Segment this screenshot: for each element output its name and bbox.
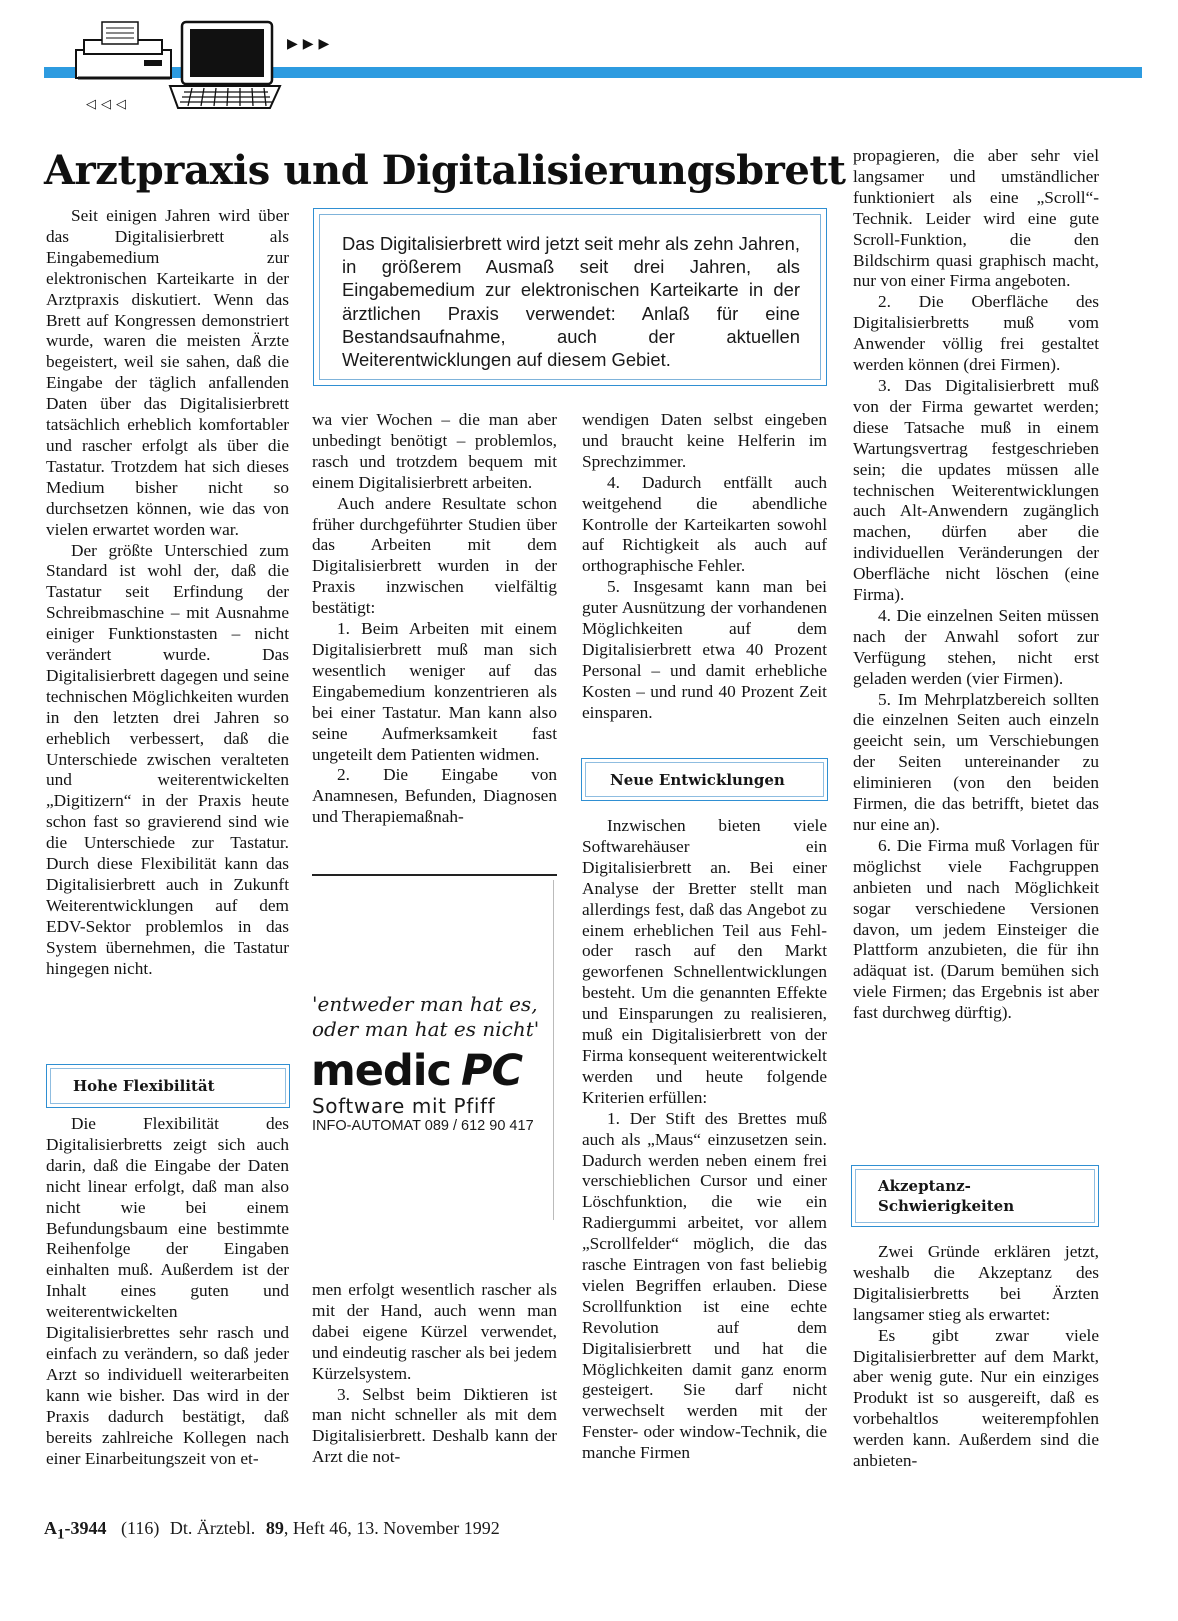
- article-title: Arztpraxis und Digitalisierungsbrett: [44, 147, 846, 194]
- subheading-akzeptanz: [878, 1176, 1014, 1216]
- paragraph: 3. Das Digitalisierbrett muß von der Firma gewartet werden; diese Tatsache muß in einem Wartungsvertrag festgeschrieben sein; die updates müssen alle technischen Weiterentwicklungen auch Alt-Anwendern zugänglich machen, dürfen aber die individuellen Veränderungen der Oberfläche nicht löschen (eine Firma).: [853, 375, 1099, 605]
- paragraph: 6. Die Firma muß Vorlagen für möglichst viele Fachgruppen anbieten und nach Möglichkeit sogar verschiedene Versionen davon, um jedem Einsteiger die Plattform anzubieten, die für ihn adäquat ist. (Darum bemühen sich viele Firmen; das Ergebnis ist aber fast durchweg dürftig).: [853, 835, 1099, 1023]
- paragraph: Die Flexibilität des Digitalisierbretts zeigt sich auch darin, daß die Eingabe der Daten nicht linear erfolgt, daß man also nicht wie bei einem Befundungsbaum eine bestimmte Reihenfolge der Eingaben einhalten muß. Außerdem ist der Inhalt eines guten und weiterentwickelten Digitalisierbrettes sehr rasch und einfach zu verändern, so daß jeder Arzt so individuell weiterarbeiten kann wie bisher. Das wird in der Praxis dadurch bestätigt, daß bereits zahlreiche Kollegen nach einer Einarbeitungszeit von et-: [46, 1114, 289, 1468]
- column-2-continued-text: [312, 1280, 557, 1468]
- keyboard-icon: [170, 86, 280, 108]
- ad-side-rule: [553, 880, 554, 1220]
- footer-volume: 89: [265, 1518, 284, 1538]
- paragraph: Es gibt zwar viele Digitalisierbretter auf dem Markt, aber wenig gute. Nur ein einziges Produkt ist so ausgereift, daß es vorbehaltlos weiterempfohlen werden kann. Außerdem sind die anbieten-: [853, 1325, 1099, 1471]
- column-2-text: [312, 410, 557, 828]
- column-3-continued-text: [582, 816, 827, 1464]
- paragraph: 5. Insgesamt kann man bei guter Ausnützung der vorhandenen Möglichkeiten auf dem Digitalisierbrett etwa 40 Prozent Personal – und damit erhebliche Kosten – und rund 40 Prozent Zeit einsparen.: [582, 577, 827, 722]
- ad-contact: INFO-AUTOMAT 089 / 612 90 417: [312, 1118, 534, 1134]
- paragraph: 4. Die einzelnen Seiten müssen nach der Anwahl sofort zur Verfügung stehen, nicht erst geladen werden (vier Firmen).: [853, 605, 1099, 688]
- paragraph: Der größte Unterschied zum Standard ist wohl der, daß die Tastatur seit Erfindung der Schreibmaschine – mit Ausnahme einiger Funktionstasten – nicht verändert wurde. Das Digitalisierbrett dagegen und seine technischen Möglichkeiten wurden in den letzten drei Jahren so erheblich verbessert, daß die Unterschiede zwischen veralteten und weiterentwickelten „Digitizern“ in der Praxis heute schon fast so gravierend sind wie die Unterschiede zur Tastatur. Durch diese Flexibilität kann das Digitalisierbrett auch in Zukunft Weiterentwicklungen auf dem EDV-Sektor problemlos in das System übernehmen, die Tastatur hingegen nicht.: [46, 540, 289, 978]
- paragraph: 3. Selbst beim Diktieren ist man nicht schneller als mit dem Digitalisierbrett. Deshalb kann der Arzt die not-: [312, 1384, 557, 1467]
- ad-brand-medic: medic: [311, 1046, 451, 1096]
- paragraph: Seit einigen Jahren wird über das Digitalisierbrett als Eingabemedium zur elektronischen Karteikarte in der Arztpraxis diskutiert. Wenn das Brett auf Kongressen demonstriert wurde, waren die meisten Ärzte begeistert, weil sie sahen, daß die Eingabe der täglich anfallenden Daten über das Digitalisierbrett tatsächlich erheblich komfortabler und rascher erfolgt als über die Tastatur. Trotzdem hat sich dieses Medium bisher nicht so durchsetzen können, wie das von vielen erwartet worden war.: [46, 206, 289, 539]
- footer-page-number: (116): [121, 1518, 160, 1538]
- subheading-box: [581, 758, 828, 801]
- paragraph: Inzwischen bieten viele Softwarehäuser ein Digitalisierbrett an. Bei einer Analyse der Bretter stellt man allerdings fest, daß das Angebot zu einem erheblichen Teil aus Fehl- oder rasch auf den Markt geworfenen Schnellentwicklungen besteht. Um die genannten Effekte und Einsparungen zu realisieren, muß ein Digitalisierbrett von der Firma konsequent weiterentwickelt werden und heute folgende Kriterien erfüllen:: [582, 816, 827, 1107]
- paragraph: 1. Beim Arbeiten mit einem Digitalisierbrett muß man sich wesentlich weniger auf das Eingabemedium konzentrieren als bei einer Tastatur. Man kann also seine Aufmerksamkeit fast ungeteilt dem Patienten widmen.: [312, 619, 557, 764]
- paragraph: propagieren, die aber sehr viel langsamer und umständlicher funktioniert als eine „Scroll“-Technik. Leider wird eine gute Scroll-Funktion, die den Bildschirm quasi graphisch macht, nur von einer Firma angeboten.: [853, 146, 1099, 291]
- paragraph: 5. Im Mehrplatzbereich sollten die einzelnen Seiten auch einzeln geeicht sein, um Verschiebungen der Seiten untereinander zu eliminieren (von den beiden Firmen, die das betrifft, bietet das nur eine an).: [853, 689, 1099, 834]
- lead-box: [313, 208, 827, 386]
- arrows-left-icon: ◁◁◁: [86, 97, 131, 112]
- ad-slogan: [312, 992, 557, 1042]
- computer-monitor-icon: [182, 22, 272, 84]
- footer-issue: , Heft 46, 13. November 1992: [283, 1518, 500, 1538]
- column-1-continued-text: [46, 1114, 289, 1469]
- paragraph: Zwei Gründe erklären jetzt, weshalb die Akzeptanz des Digitalisierbretts bei Ärzten langsamer stieg als erwartet:: [853, 1242, 1099, 1324]
- paragraph: wa vier Wochen – die man aber unbedingt benötigt – problemlos, rasch und trotzdem bequem mit einem Digitalisierbrett arbeiten.: [312, 410, 557, 492]
- paragraph: 4. Dadurch entfällt auch weitgehend die abendliche Kontrolle der Karteikarten sowohl auf Richtigkeit als auch auf orthographische Fehler.: [582, 472, 827, 576]
- page-footer: [44, 1516, 500, 1547]
- subheading-hohe-flexibilitaet: Hohe Flexibilität: [73, 1077, 215, 1095]
- ad-slogan-line-2: oder man hat es nicht': [312, 1017, 540, 1041]
- ad-tagline: Software mit Pfiff: [312, 1094, 496, 1118]
- paragraph: 1. Der Stift des Brettes muß auch als „Maus“ einzusetzen sein. Dadurch werden neben einem frei verschieblichen Cursor und einer Löschfunktion, die wie ein Radiergummi arbeitet, vor allem „Scrollfelder“ möglich, die das rasche Eintragen von fast beliebig vielen Begriffen erlauben. Diese Scrollfunktion ist eine echte Revolution auf dem Digitalisierbrett und hat die Möglichkeiten damit ganz enorm gesteigert. Sie darf nicht verwechselt werden mit der Fenster- oder window-Technik, die manche Firmen: [582, 1108, 827, 1463]
- column-1-text: [46, 206, 289, 980]
- ad-brand-logo: [311, 1046, 522, 1096]
- subheading-box: [851, 1165, 1099, 1227]
- paragraph: Auch andere Resultate schon früher durchgeführter Studien über das Arbeiten mit dem Digitalisierbrett wurden in der Praxis inzwischen vielfältig bestätigt:: [312, 493, 557, 618]
- footer-journal: Dt. Ärztebl.: [169, 1518, 256, 1538]
- printer-icon: [76, 22, 171, 78]
- subheading-box: [46, 1064, 290, 1108]
- ad-slogan-line-1: 'entweder man hat es,: [312, 992, 538, 1016]
- column-3-text: [582, 410, 827, 724]
- ad-top-rule: [312, 874, 557, 876]
- footer-page-code: $A_1-3944$: [44, 1518, 107, 1543]
- paragraph: 2. Die Oberfläche des Digitalisierbretts muß vom Anwender völlig frei gestaltet werden können (drei Firmen).: [853, 292, 1099, 375]
- subheading-akzeptanz-line-1: Akzeptanz-: [878, 1177, 971, 1195]
- ad-brand-pc: PC: [460, 1046, 523, 1096]
- lead-text: Das Digitalisierbrett wird jetzt seit mehr als zehn Jahren, in größerem Ausmaß seit drei Jahren, als Eingabemedium zur elektronischen Karteikarte in der ärztlichen Praxis verwendet: Anlaß für eine Bestandsaufnahme, auch der aktuellen Weiterentwicklungen auf diesem Gebiet.: [342, 233, 800, 371]
- subheading-akzeptanz-line-2: Schwierigkeiten: [878, 1197, 1015, 1215]
- paragraph: men erfolgt wesentlich rascher als mit der Hand, auch wenn man dabei eigene Kürzel verwendet, und eindeutig rascher als bei jedem Kürzelsystem.: [312, 1280, 557, 1383]
- paragraph: 2. Die Eingabe von Anamnesen, Befunden, Diagnosen und Therapiemaßnah-: [312, 765, 557, 827]
- column-4-text: [853, 146, 1099, 1024]
- paragraph: wendigen Daten selbst eingeben und braucht keine Helferin im Sprechzimmer.: [582, 410, 827, 471]
- arrows-right-icon: ▶▶▶: [287, 36, 335, 52]
- column-4-continued-text: [853, 1242, 1099, 1472]
- subheading-neue-entwicklungen: Neue Entwicklungen: [610, 770, 785, 789]
